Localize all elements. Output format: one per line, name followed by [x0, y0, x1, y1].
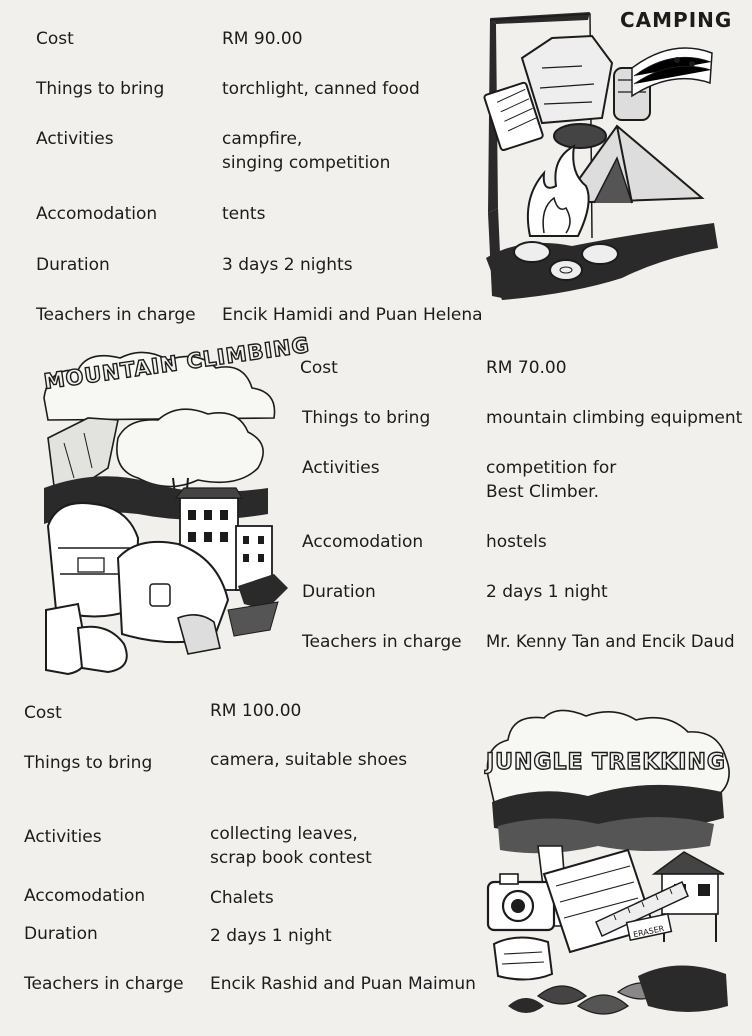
camping-activities-value: campfire,: [222, 129, 303, 149]
jungle-cost-value: RM 100.00: [210, 701, 302, 721]
jungle-accomodation-value: Chalets: [210, 888, 274, 908]
camping-activities-value-2: singing competition: [222, 153, 391, 173]
camping-duration-value: 3 days 2 nights: [222, 255, 353, 275]
mountain-things-label: Things to bring: [302, 408, 431, 428]
mountain-teachers-label: Teachers in charge: [302, 632, 462, 652]
camping-accomodation-value: tents: [222, 204, 266, 224]
mountain-teachers-value: Mr. Kenny Tan and Encik Daud: [486, 632, 735, 651]
jungle-duration-label: Duration: [24, 924, 98, 944]
jungle-accomodation-label: Accomodation: [24, 886, 146, 906]
jungle-duration-value: 2 days 1 night: [210, 926, 332, 946]
camping-title: CAMPING: [620, 8, 733, 32]
mountain-duration-label: Duration: [302, 582, 376, 602]
jungle-activities-value: collecting leaves,: [210, 824, 358, 844]
camping-illustration: [482, 8, 722, 304]
camping-cost-label: Cost: [36, 29, 74, 49]
camping-cost-value: RM 90.00: [222, 29, 303, 49]
mountain-accomodation-value: hostels: [486, 532, 547, 552]
mountain-cost-value: RM 70.00: [486, 358, 567, 378]
mountain-title: MOUNTAIN CLIMBING: [42, 332, 312, 394]
camping-things-label: Things to bring: [36, 79, 165, 99]
jungle-cost-label: Cost: [24, 703, 62, 723]
jungle-activities-value-2: scrap book contest: [210, 848, 372, 868]
jungle-eraser-label: ERASER: [632, 923, 666, 940]
camping-accomodation-label: Accomodation: [36, 204, 158, 224]
camping-activities-label: Activities: [36, 129, 114, 149]
camping-things-value: torchlight, canned food: [222, 79, 420, 99]
camping-teachers-label: Teachers in charge: [36, 305, 196, 325]
jungle-title: JUNGLE TREKKING: [486, 750, 726, 775]
mountain-things-value: mountain climbing equipment: [486, 408, 743, 428]
camping-teachers-value: Encik Hamidi and Puan Helena: [222, 305, 483, 325]
mountain-activities-label: Activities: [302, 458, 380, 478]
mountain-activities-value: competition for: [486, 458, 617, 478]
mountain-accomodation-label: Accomodation: [302, 532, 424, 552]
jungle-teachers-value: Encik Rashid and Puan Maimun: [210, 974, 476, 994]
mountain-activities-value-2: Best Climber.: [486, 482, 600, 502]
jungle-activities-label: Activities: [24, 827, 102, 847]
mountain-cost-label: Cost: [300, 358, 338, 378]
jungle-teachers-label: Teachers in charge: [24, 974, 184, 994]
jungle-things-value: camera, suitable shoes: [210, 750, 408, 770]
jungle-things-label: Things to bring: [24, 753, 153, 773]
mountain-duration-value: 2 days 1 night: [486, 582, 608, 602]
mountain-illustration: [38, 348, 290, 684]
camping-duration-label: Duration: [36, 255, 110, 275]
